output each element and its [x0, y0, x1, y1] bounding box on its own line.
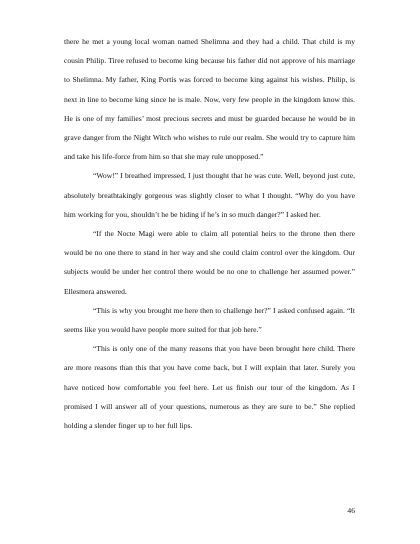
- body-text: [64, 32, 355, 435]
- paragraph-1: there he met a young local woman named Shelimna and they had a child. That child is my cousin Philip. Tiree refused to become king because his father did not approve of his marriage to Shelimna. My father, King Portis was forced to become king against his wishes. Philip, is next in line to become king since he is male. Now, very few people in the kingdom know this. He is one of my families’ most precious secrets and must be guarded because he would be in grave danger from the Night Witch who wishes to rule our realm. She would try to capture him and take his life-force from him so that she may rule unopposed.”: [64, 37, 355, 162]
- paragraph-3: “If the Nocte Magi were able to claim all potential heirs to the throne then there would be no one there to stand in her way and she could claim control over the kingdom. Our subjects would be under her control there would be no one to challenge her assumed power.” Ellesmera answered.: [64, 229, 355, 296]
- paragraph-2: “Wow!” I breathed impressed, I just thought that he was cute. Well, beyond just cute, absolutely breathtakingly gorgeous was slightly closer to what I thought. “Why do you have him working for you, shouldn’t he be hiding if he’s in so much danger?” I asked her.: [64, 171, 355, 219]
- paragraph-5: “This is only one of the many reasons that you have been brought here child. There are more reasons than this that you have come back, but I will explain that later. Surely you have noticed how comfortable you feel here. Let us finish our tour of the kingdom. As I promised I will answer all of your questions, numerous as they are sure to be.” She replied holding a slender finger up to her full lips.: [64, 344, 355, 431]
- page-number: 46: [347, 506, 355, 515]
- paragraph-4: “This is why you brought me here then to challenge her?” I asked confused again. “It seems like you would have people more suited for that job here.”: [64, 305, 355, 335]
